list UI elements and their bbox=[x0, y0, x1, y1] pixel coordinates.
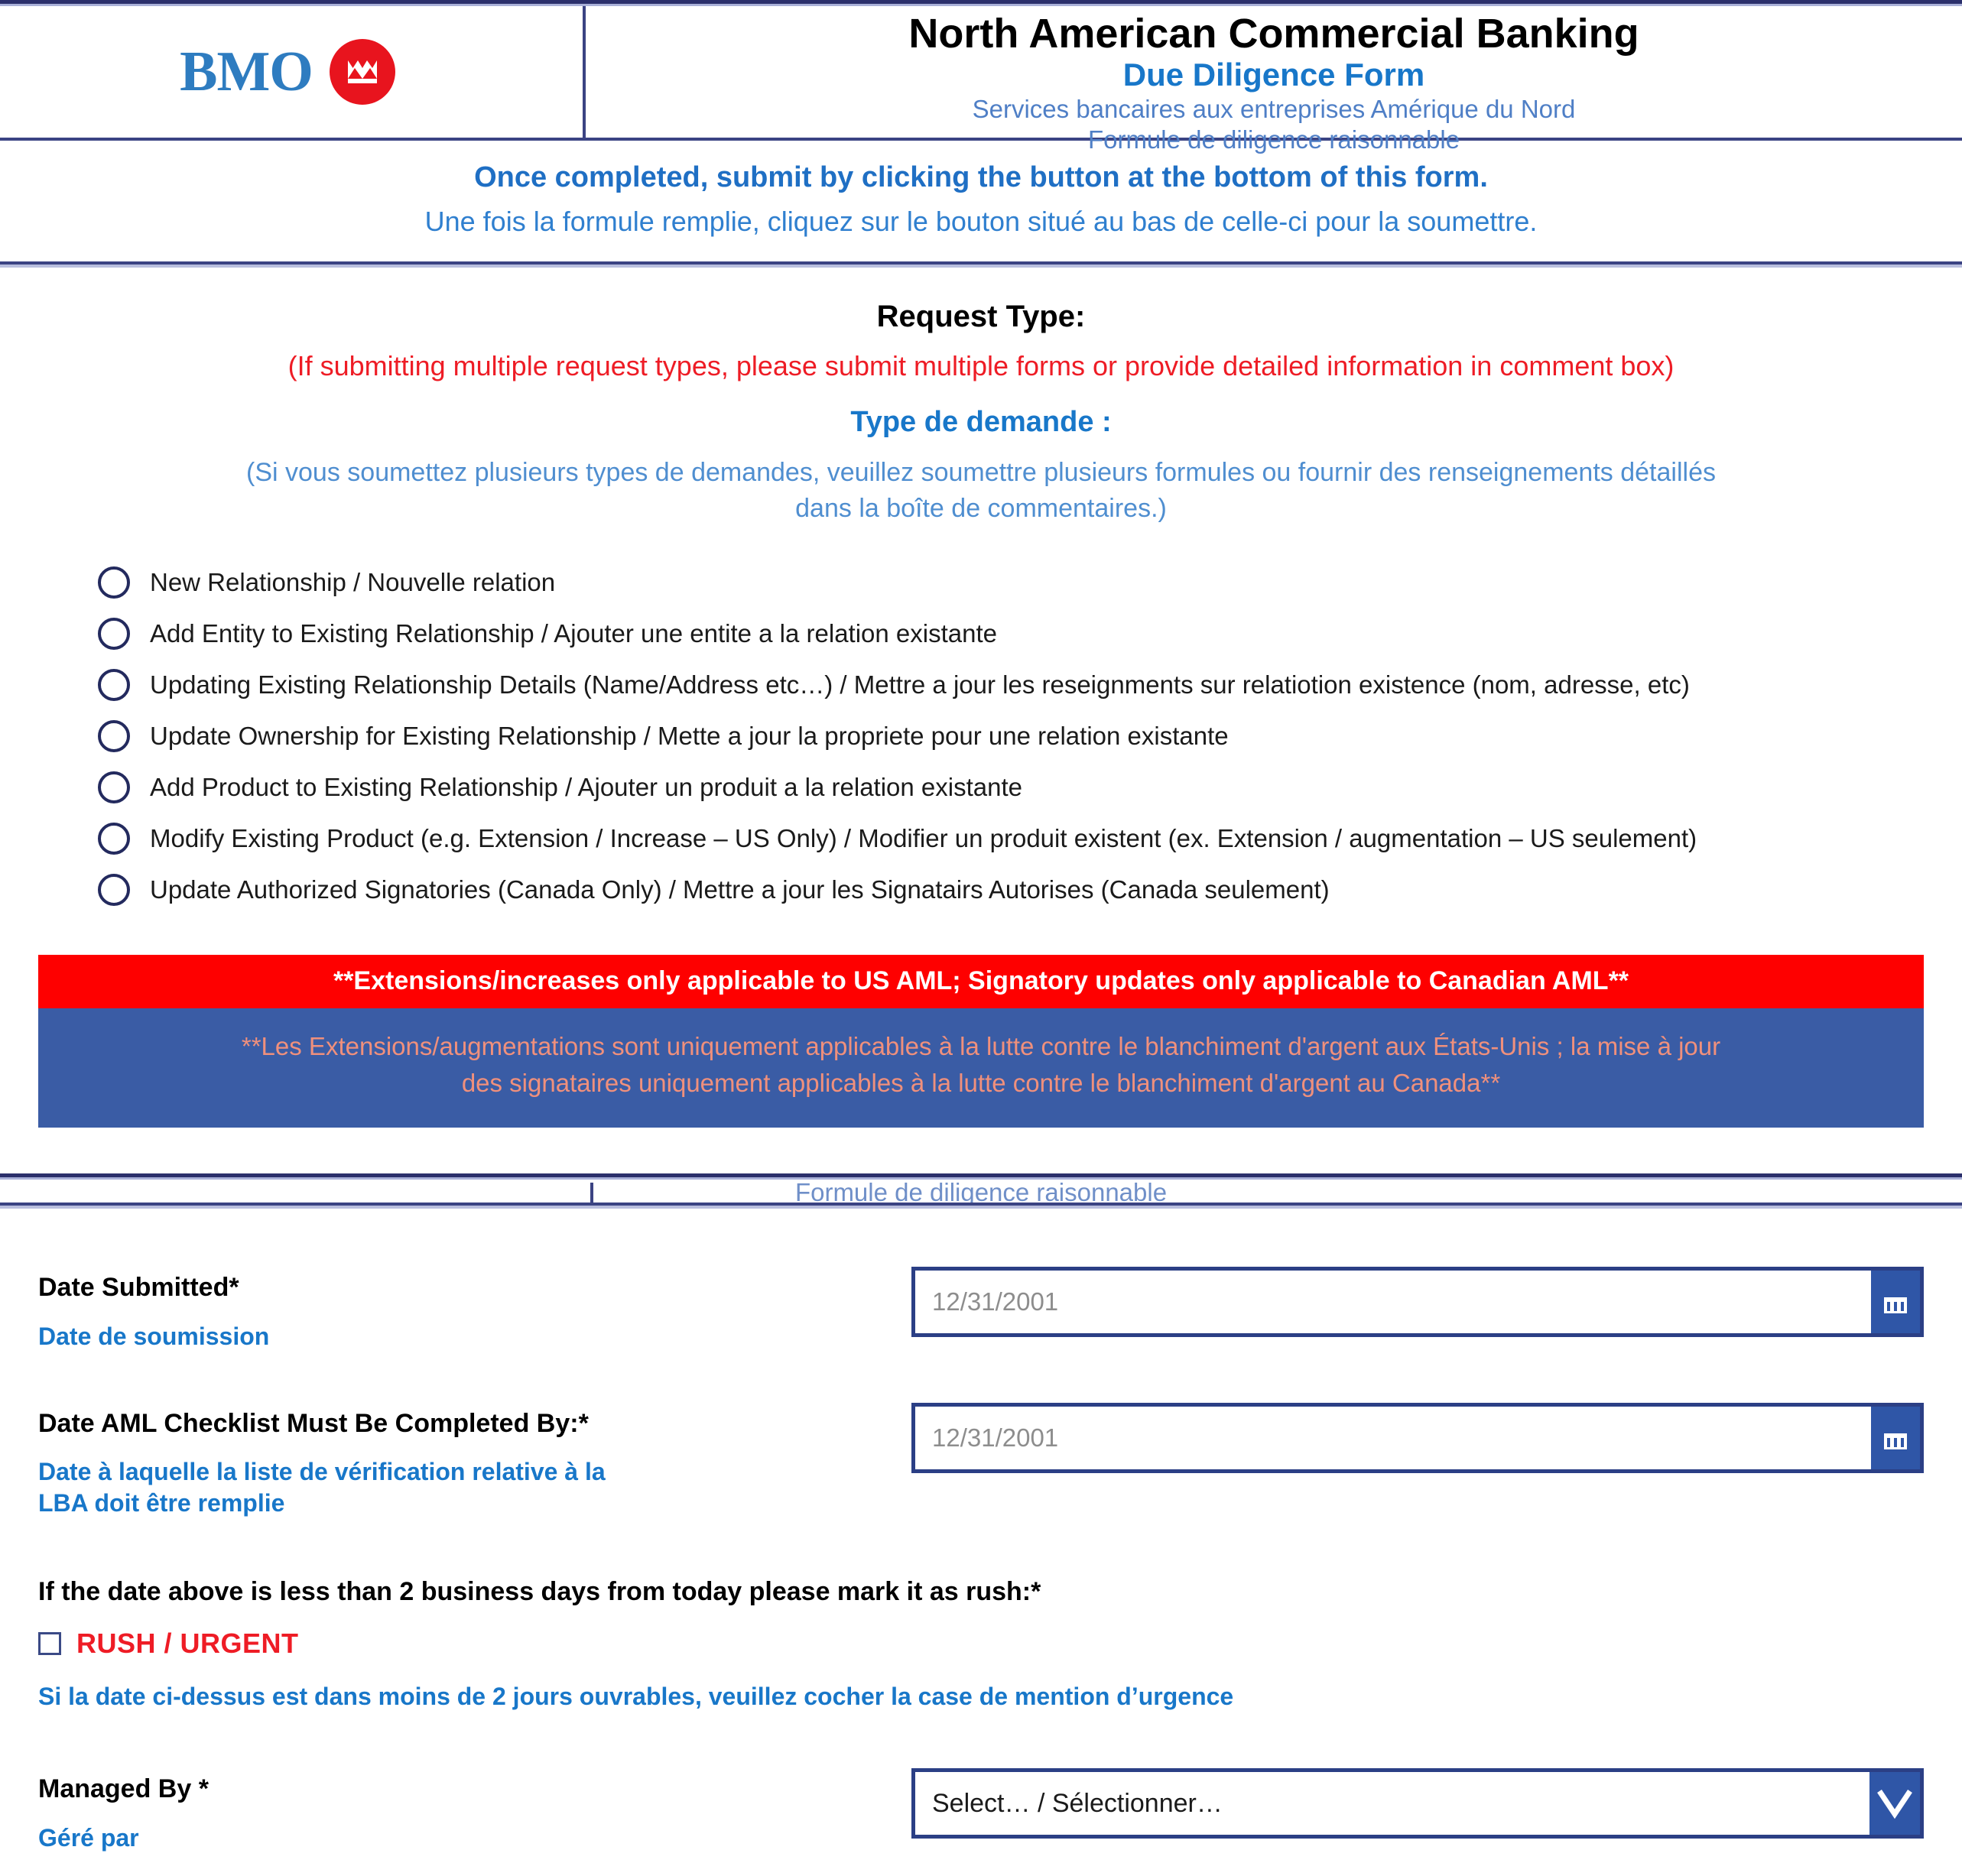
header-title-cell bbox=[586, 6, 1962, 154]
date-aml-value[interactable]: 12/31/2001 bbox=[932, 1423, 1059, 1452]
chevron-down-icon bbox=[1877, 1788, 1912, 1819]
field-date-submitted-input-col bbox=[911, 1267, 1924, 1337]
field-date-aml-input-col bbox=[911, 1403, 1924, 1473]
field-date-aml-label-fr-line1: Date à laquelle la liste de vérification relative à la bbox=[38, 1458, 606, 1486]
radio-option-add-entity[interactable] bbox=[98, 609, 1962, 659]
page-break-ghost-text: Formule de diligence raisonnable bbox=[794, 1178, 1168, 1207]
field-date-submitted-label-fr: Date de soumission bbox=[38, 1322, 270, 1350]
rush-checkbox-row[interactable] bbox=[38, 1628, 1924, 1660]
managed-by-select[interactable] bbox=[911, 1768, 1924, 1839]
submit-instructions bbox=[0, 141, 1962, 261]
radio-icon[interactable] bbox=[98, 566, 130, 599]
aml-notice-banner-fr bbox=[38, 1008, 1924, 1128]
calendar-icon bbox=[1882, 1425, 1908, 1451]
submit-instructions-fr: Une fois la formule remplie, cliquez sur le bouton situé au bas de celle-ci pour la soumettre. bbox=[424, 206, 1538, 238]
date-aml-calendar-button[interactable] bbox=[1871, 1407, 1920, 1469]
request-type-title-en: Request Type: bbox=[876, 299, 1086, 333]
radio-option-updating-details[interactable] bbox=[98, 660, 1962, 710]
radio-option-update-ownership[interactable] bbox=[98, 711, 1962, 761]
request-type-section bbox=[0, 268, 1962, 527]
request-type-note-en: (If submitting multiple request types, please submit multiple forms or provide detailed information in comment box) bbox=[287, 349, 1675, 381]
field-managed-by-input-col bbox=[911, 1768, 1924, 1839]
field-date-aml-label-fr-line2: LBA doit être remplie bbox=[38, 1488, 285, 1517]
request-type-radio-group bbox=[0, 557, 1962, 915]
radio-option-label: Update Authorized Signatories (Canada Only) / Mettre a jour les Signatairs Autorises (Canada seulement) bbox=[150, 875, 1330, 904]
aml-notice-banners bbox=[0, 955, 1962, 1128]
request-type-title-fr: Type de demande : bbox=[850, 405, 1112, 438]
radio-icon[interactable] bbox=[98, 823, 130, 855]
radio-icon[interactable] bbox=[98, 874, 130, 906]
radio-icon[interactable] bbox=[98, 771, 130, 803]
radio-option-label: Add Entity to Existing Relationship / Ajouter une entite a la relation existante bbox=[150, 618, 997, 648]
date-submitted-value[interactable]: 12/31/2001 bbox=[932, 1287, 1059, 1316]
instructions-divider-rule bbox=[0, 261, 1962, 268]
field-date-aml-checklist bbox=[38, 1403, 1924, 1519]
field-date-submitted bbox=[38, 1267, 1924, 1352]
radio-option-modify-product[interactable] bbox=[98, 813, 1962, 864]
date-aml-input[interactable] bbox=[911, 1403, 1924, 1473]
radio-option-label: New Relationship / Nouvelle relation bbox=[150, 567, 556, 596]
aml-notice-banner-en: **Extensions/increases only applicable to US AML; Signatory updates only applicable to Canadian AML** bbox=[38, 955, 1924, 1009]
rush-checkbox-label: RUSH / URGENT bbox=[76, 1628, 299, 1660]
field-managed-by-label-fr: Géré par bbox=[38, 1823, 139, 1852]
request-type-note-fr-line1: (Si vous soumettez plusieurs types de demandes, veuillez soumettre plusieurs formules ou fournir des renseignements détaillés bbox=[246, 457, 1716, 487]
form-title-fr-line2: Formule de diligence raisonnable bbox=[1087, 125, 1460, 154]
request-type-note-fr-line2: dans la boîte de commentaires.) bbox=[795, 493, 1167, 523]
bmo-wordmark: BMO bbox=[180, 41, 313, 103]
page-break-column-tick bbox=[590, 1183, 593, 1204]
submit-instructions-en: Once completed, submit by clicking the button at the bottom of this form. bbox=[474, 161, 1488, 193]
radio-option-update-signatories[interactable] bbox=[98, 865, 1962, 915]
form-title-en: North American Commercial Banking bbox=[908, 11, 1639, 57]
radio-option-add-product[interactable] bbox=[98, 762, 1962, 813]
page-break-separator bbox=[0, 1173, 1962, 1216]
header-logo-cell bbox=[0, 6, 586, 138]
aml-notice-fr-line2: des signataires uniquement applicables à la lutte contre le blanchiment d'argent au Canada** bbox=[461, 1069, 1501, 1098]
form-header bbox=[0, 6, 1962, 154]
field-date-submitted-labels bbox=[38, 1267, 911, 1352]
bmo-roundel-icon bbox=[330, 39, 395, 105]
bmo-logo bbox=[180, 39, 395, 105]
radio-option-label: Add Product to Existing Relationship / Ajouter un produit a la relation existante bbox=[150, 772, 1023, 801]
managed-by-dropdown-button[interactable] bbox=[1869, 1772, 1920, 1835]
calendar-icon bbox=[1882, 1289, 1908, 1315]
radio-icon[interactable] bbox=[98, 618, 130, 650]
form-subtitle-en: Due Diligence Form bbox=[1122, 57, 1425, 93]
field-date-submitted-label-en: Date Submitted* bbox=[38, 1273, 239, 1303]
rush-question-en: If the date above is less than 2 business days from today please mark it as rush:* bbox=[38, 1576, 1041, 1606]
field-managed-by-labels bbox=[38, 1768, 911, 1853]
radio-icon[interactable] bbox=[98, 720, 130, 752]
radio-option-label: Modify Existing Product (e.g. Extension / Increase – US Only) / Modifier un produit existent (ex. Extension / augmentation – US seulement) bbox=[150, 823, 1697, 852]
page-top-rule bbox=[0, 0, 1962, 6]
form-fields-section bbox=[0, 1267, 1962, 1853]
radio-icon[interactable] bbox=[98, 669, 130, 701]
radio-option-label: Updating Existing Relationship Details (Name/Address etc…) / Mettre a jour les reseignments sur relatiotion existence (nom, adresse, etc) bbox=[150, 670, 1690, 699]
rush-section bbox=[38, 1576, 1924, 1713]
aml-notice-fr-line1: **Les Extensions/augmentations sont uniquement applicables à la lutte contre le blanchiment d'argent aux États-Unis ; la mise à jour bbox=[241, 1032, 1721, 1061]
page-break-rule-bottom bbox=[0, 1203, 1962, 1209]
date-submitted-input[interactable] bbox=[911, 1267, 1924, 1337]
date-submitted-calendar-button[interactable] bbox=[1871, 1271, 1920, 1333]
form-title-fr-line1: Services bancaires aux entreprises Amérique du Nord bbox=[972, 94, 1576, 123]
radio-option-new-relationship[interactable] bbox=[98, 557, 1962, 608]
field-managed-by-label-en: Managed By * bbox=[38, 1774, 209, 1804]
rush-checkbox[interactable] bbox=[38, 1632, 61, 1655]
field-date-aml-label-en: Date AML Checklist Must Be Completed By:* bbox=[38, 1408, 589, 1438]
field-date-aml-labels bbox=[38, 1403, 911, 1519]
field-managed-by bbox=[38, 1768, 1924, 1853]
rush-note-fr: Si la date ci-dessus est dans moins de 2 jours ouvrables, veuillez cocher la case de mention d’urgence bbox=[38, 1683, 1234, 1711]
radio-option-label: Update Ownership for Existing Relationship / Mette a jour la propriete pour une relation existante bbox=[150, 721, 1229, 750]
managed-by-selected-value[interactable]: Select… / Sélectionner… bbox=[932, 1788, 1223, 1818]
